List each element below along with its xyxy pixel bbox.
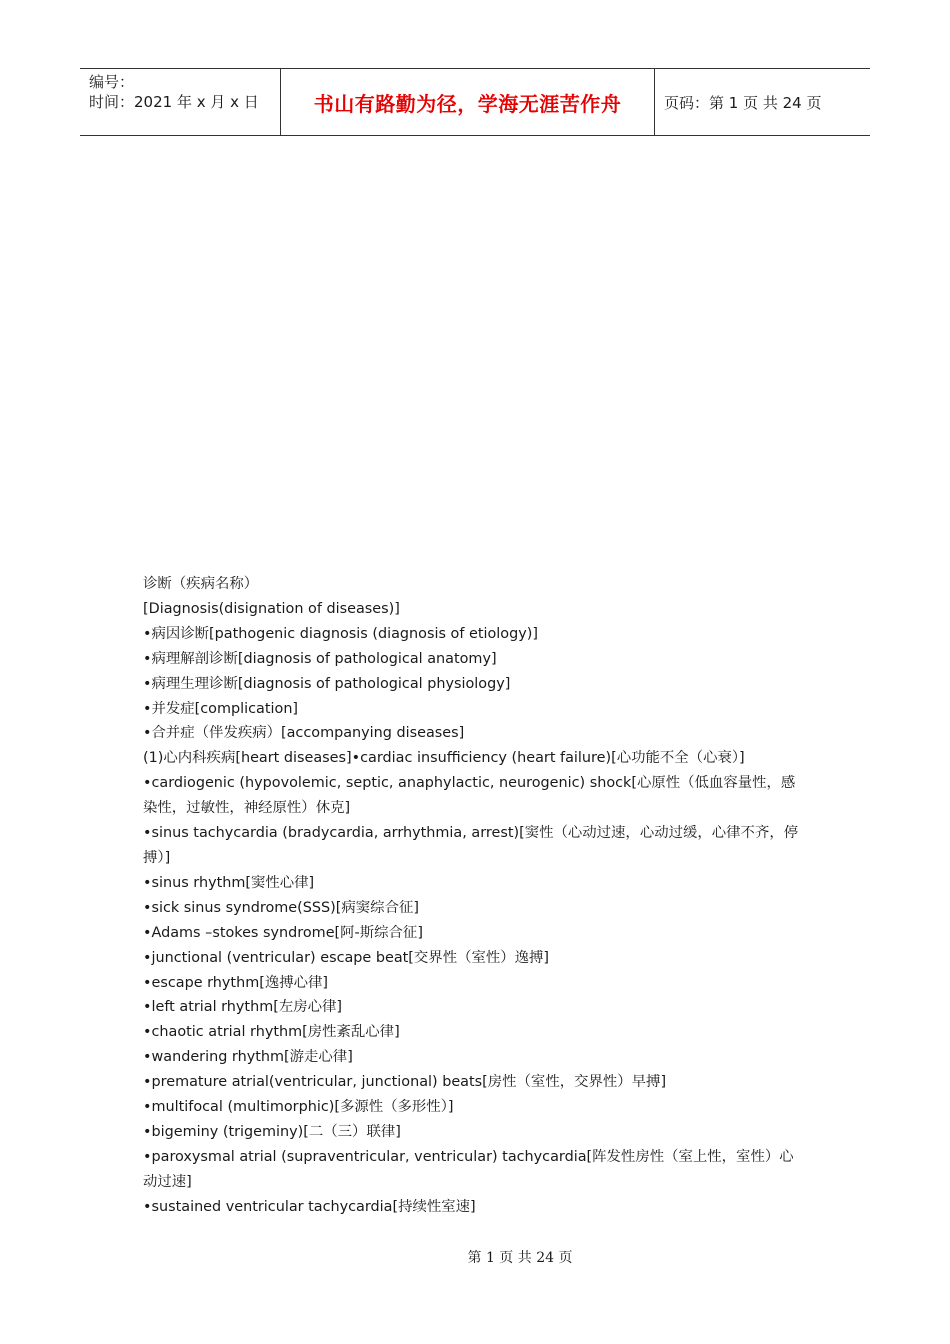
- body-line: (1)心内科疾病[heart diseases]•cardiac insufficiency (heart failure)[心功能不全（心衰）]: [143, 750, 745, 767]
- body-line: •Adams –stokes syndrome[阿-斯综合征]: [143, 924, 423, 941]
- body-line: •合并症（伴发疾病）[accompanying diseases]: [143, 725, 465, 742]
- body-line: [Diagnosis(disignation of diseases)]: [143, 600, 400, 617]
- number-label: 编号：: [89, 73, 135, 91]
- body-line: 染性，过敏性，神经原性）休克]: [143, 800, 351, 817]
- body-line: 搏）]: [143, 849, 171, 866]
- page-footer: [0, 1247, 950, 1267]
- document-body: [143, 572, 811, 1220]
- body-line: •sinus tachycardia (bradycardia, arrhythmia, arrest)[窦性（心动过速，心动过缓，心律不齐，停: [143, 825, 799, 842]
- header-motto: [281, 69, 655, 135]
- page-info-text: 页码：第 1 页 共 24 页: [664, 93, 822, 112]
- motto-text: 书山有路勤为径，学海无涯苦作舟: [313, 91, 622, 116]
- body-line: •病因诊断[pathogenic diagnosis (diagnosis of etiology)]: [143, 625, 538, 642]
- body-line: •chaotic atrial rhythm[房性紊乱心律]: [143, 1024, 400, 1041]
- footer-page-number: 第 1 页 共 24 页: [467, 1250, 573, 1266]
- body-line: •paroxysmal atrial (supraventricular, ventricular) tachycardia[阵发性房性（室上性，室性）心: [143, 1148, 794, 1165]
- body-line: 动过速]: [143, 1173, 192, 1190]
- body-line: •cardiogenic (hypovolemic, septic, anaphylactic, neurogenic) shock[心原性（低血容量性，感: [143, 775, 796, 792]
- body-line: •premature atrial(ventricular, junctional) beats[房性（室性，交界性）早搏]: [143, 1074, 667, 1091]
- date-label: 时间：2021 年 x 月 x 日: [89, 93, 259, 111]
- header-page-info: [655, 69, 870, 135]
- body-line: •sustained ventricular tachycardia[持续性室速]: [143, 1198, 476, 1215]
- body-line: •sick sinus syndrome(SSS)[病窦综合征]: [143, 899, 419, 916]
- body-line: •病理生理诊断[diagnosis of pathological physiology]: [143, 675, 511, 692]
- body-line: •bigeminy (trigeminy)[二（三）联律]: [143, 1123, 401, 1140]
- body-line: •escape rhythm[逸搏心律]: [143, 974, 329, 991]
- body-line: 诊断（疾病名称）: [143, 576, 259, 592]
- body-line: •left atrial rhythm[左房心律]: [143, 999, 343, 1016]
- body-line: •wandering rhythm[游走心律]: [143, 1049, 353, 1066]
- page-header: [80, 68, 870, 136]
- body-line: •并发症[complication]: [143, 700, 299, 717]
- header-meta: [80, 69, 281, 135]
- body-line: •病理解剖诊断[diagnosis of pathological anatomy]: [143, 650, 497, 667]
- body-line: •sinus rhythm[窦性心律]: [143, 874, 315, 891]
- body-line: •junctional (ventricular) escape beat[交界性（室性）逸搏]: [143, 949, 550, 966]
- body-line: •multifocal (multimorphic)[多源性（多形性）]: [143, 1099, 454, 1116]
